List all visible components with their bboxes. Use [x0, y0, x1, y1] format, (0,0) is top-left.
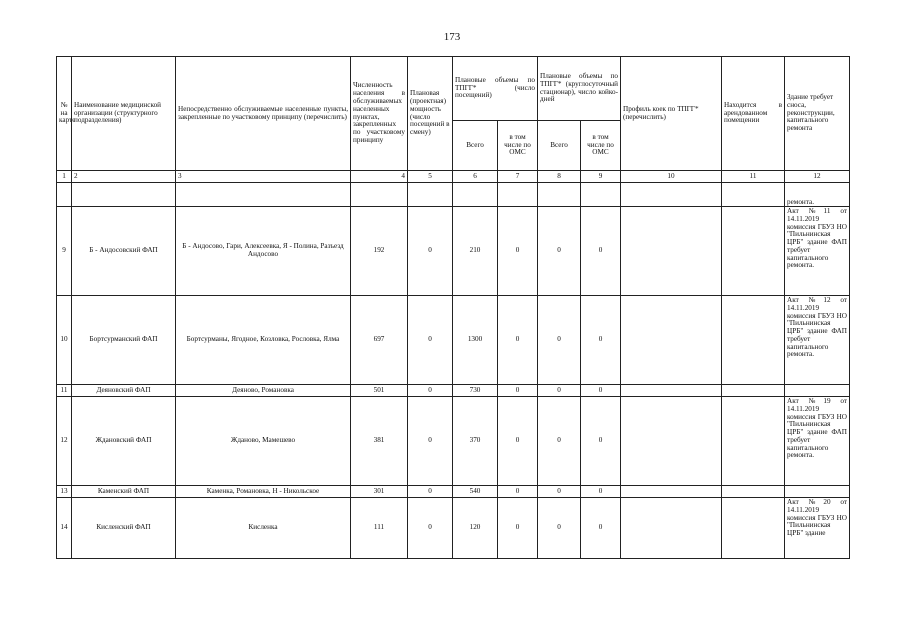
column-number: 3: [176, 171, 351, 183]
continuation-row: [57, 183, 850, 207]
row-name: Б - Андосовский ФАП: [72, 207, 176, 296]
table-row: [57, 296, 850, 385]
column-number: 10: [621, 171, 722, 183]
table-row: [57, 207, 850, 296]
row-visits-total: 730: [453, 385, 498, 397]
row-number: 11: [57, 385, 72, 397]
row-beddays-oms: 0: [581, 486, 621, 498]
row-visits-oms: 0: [498, 397, 538, 486]
column-number: 9: [581, 171, 621, 183]
row-population: 501: [351, 385, 408, 397]
row-repair-note: [785, 385, 850, 397]
row-beddays-total: 0: [538, 397, 581, 486]
header-beddays-oms: в том числе по ОМС: [581, 121, 621, 171]
row-number: 9: [57, 207, 72, 296]
row-beddays-total: 0: [538, 486, 581, 498]
row-profile: [621, 498, 722, 559]
column-number: 2: [72, 171, 176, 183]
row-localities: Бортсурманы, Ягодное, Козловка, Рословка, Ялма: [176, 296, 351, 385]
table-row: [57, 397, 850, 486]
row-rented: [722, 296, 785, 385]
row-visits-total: 120: [453, 498, 498, 559]
header-beddays-total: Всего: [538, 121, 581, 171]
row-visits-total: 1300: [453, 296, 498, 385]
row-localities: Б - Андосово, Гари, Алексеевка, Я - Полина, Разъезд Андосово: [176, 207, 351, 296]
row-visits-total: 210: [453, 207, 498, 296]
row-population: 381: [351, 397, 408, 486]
header-population: Численность населения в обслуживаемых населенных пунктах, закрепленных по участковому принципу: [351, 57, 408, 171]
continuation-text: ремонта.: [785, 183, 850, 207]
row-visits-oms: 0: [498, 296, 538, 385]
row-visits-total: 370: [453, 397, 498, 486]
table-row: [57, 498, 850, 559]
header-bed-profile: Профиль коек по ТПГГ* (перечислить): [621, 57, 722, 171]
row-visits-oms: 0: [498, 498, 538, 559]
row-capacity: 0: [408, 397, 453, 486]
row-visits-oms: 0: [498, 385, 538, 397]
header-beddays-group: Плановые объемы по ТПГГ* (круглосуточный стационар), число койко-дней: [538, 57, 621, 121]
header-visits-total: Всего: [453, 121, 498, 171]
header-capacity: Плановая (проектная) мощность (число посещений в смену): [408, 57, 453, 171]
row-number: 14: [57, 498, 72, 559]
row-rented: [722, 486, 785, 498]
row-visits-oms: 0: [498, 207, 538, 296]
row-localities: Деяново, Романовка: [176, 385, 351, 397]
row-repair-text: Акт №20 от 14.11.2019 комиссия ГБУЗ НО "Пильнинская ЦРБ" здание: [787, 498, 847, 538]
column-number: 11: [722, 171, 785, 183]
header-rented: Находится в арендованном помещении: [722, 57, 785, 171]
column-number: 4: [351, 171, 408, 183]
row-number: 13: [57, 486, 72, 498]
header-organization: Наименование медицинской организации (структурного подразделения): [72, 57, 176, 171]
row-population: 301: [351, 486, 408, 498]
column-number: 12: [785, 171, 850, 183]
row-beddays-oms: 0: [581, 397, 621, 486]
row-capacity: 0: [408, 207, 453, 296]
row-beddays-oms: 0: [581, 498, 621, 559]
row-name: Деяновский ФАП: [72, 385, 176, 397]
row-profile: [621, 486, 722, 498]
row-repair-note: Акт №12 от 14.11.2019 комиссия ГБУЗ НО "Пильнинская ЦРБ" здание ФАП требует капитального ремонта.: [785, 296, 850, 385]
row-repair-note: [785, 498, 850, 559]
row-visits-total: 540: [453, 486, 498, 498]
row-beddays-oms: 0: [581, 296, 621, 385]
row-rented: [722, 385, 785, 397]
row-profile: [621, 207, 722, 296]
row-rented: [722, 498, 785, 559]
row-repair-note: Акт №19 от 14.11.2019 комиссия ГБУЗ НО "Пильнинская ЦРБ" здание ФАП требует капитального ремонта.: [785, 397, 850, 486]
row-beddays-oms: 0: [581, 385, 621, 397]
row-repair-note: [785, 486, 850, 498]
column-number: 1: [57, 171, 72, 183]
row-name: Бортсурманский ФАП: [72, 296, 176, 385]
row-profile: [621, 397, 722, 486]
row-localities: Каменка, Романовка, Н - Никольское: [176, 486, 351, 498]
row-population: 697: [351, 296, 408, 385]
header-row-1: [57, 57, 850, 121]
page-number: 173: [443, 31, 461, 43]
row-repair-note: Акт №11 от 14.11.2019 комиссия ГБУЗ НО "Пильнинская ЦРБ" здание ФАП требует капитального ремонта.: [785, 207, 850, 296]
row-beddays-total: 0: [538, 498, 581, 559]
column-number-row: [57, 171, 850, 183]
row-profile: [621, 385, 722, 397]
row-number: 10: [57, 296, 72, 385]
table-row: [57, 486, 850, 498]
row-capacity: 0: [408, 486, 453, 498]
header-visits-oms: в том числе по ОМС: [498, 121, 538, 171]
row-profile: [621, 296, 722, 385]
row-rented: [722, 207, 785, 296]
row-name: Кисленский ФАП: [72, 498, 176, 559]
table-row: [57, 385, 850, 397]
column-number: 5: [408, 171, 453, 183]
row-name: Ждановский ФАП: [72, 397, 176, 486]
header-map-number: № на карте: [57, 57, 72, 171]
header-repair: Здание требует сноса, реконструкции, капитального ремонта: [785, 57, 850, 171]
column-number: 6: [453, 171, 498, 183]
row-capacity: 0: [408, 498, 453, 559]
row-beddays-total: 0: [538, 296, 581, 385]
header-localities: Непосредственно обслуживаемые населенные пункты, закрепленные по участковому принципу (перечислить): [176, 57, 351, 171]
facilities-table: [56, 56, 850, 559]
row-capacity: 0: [408, 296, 453, 385]
row-name: Каменский ФАП: [72, 486, 176, 498]
row-beddays-total: 0: [538, 207, 581, 296]
row-beddays-total: 0: [538, 385, 581, 397]
column-number: 7: [498, 171, 538, 183]
row-population: 111: [351, 498, 408, 559]
row-rented: [722, 397, 785, 486]
row-capacity: 0: [408, 385, 453, 397]
row-localities: Жданово, Мамешево: [176, 397, 351, 486]
row-localities: Кисленка: [176, 498, 351, 559]
row-population: 192: [351, 207, 408, 296]
row-number: 12: [57, 397, 72, 486]
row-beddays-oms: 0: [581, 207, 621, 296]
header-visits-group: Плановые объемы по ТПГГ* (число посещений): [453, 57, 538, 121]
row-visits-oms: 0: [498, 486, 538, 498]
column-number: 8: [538, 171, 581, 183]
